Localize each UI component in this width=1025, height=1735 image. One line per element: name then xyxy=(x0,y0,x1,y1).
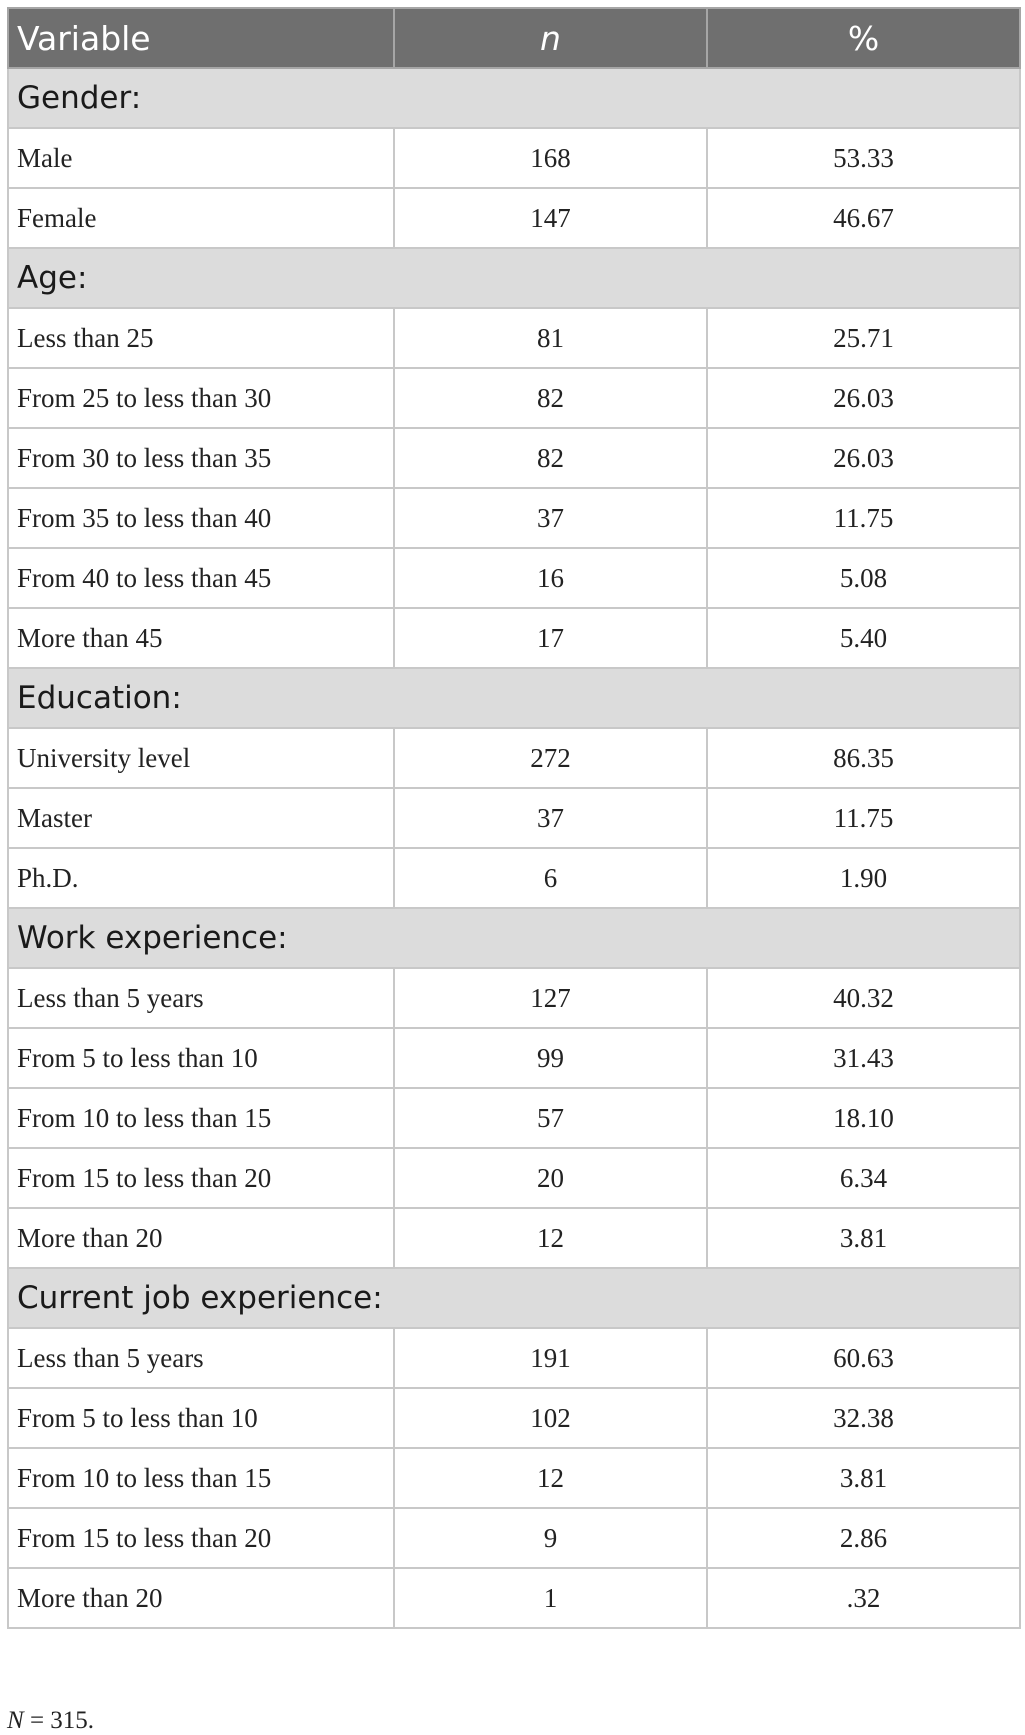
row-n: 81 xyxy=(394,308,707,368)
table-row xyxy=(8,1088,1020,1148)
table-row xyxy=(8,1508,1020,1568)
demographics-table-container xyxy=(7,7,1019,1629)
row-label: From 25 to less than 30 xyxy=(8,368,394,428)
row-percent: 40.32 xyxy=(707,968,1020,1028)
row-n: 6 xyxy=(394,848,707,908)
table-row xyxy=(8,188,1020,248)
table-row xyxy=(8,548,1020,608)
row-label: Less than 5 years xyxy=(8,968,394,1028)
section-title: Work experience: xyxy=(8,908,1020,968)
row-n: 82 xyxy=(394,428,707,488)
row-percent: 11.75 xyxy=(707,488,1020,548)
row-label: From 15 to less than 20 xyxy=(8,1508,394,1568)
row-n: 147 xyxy=(394,188,707,248)
section-title: Age: xyxy=(8,248,1020,308)
row-n: 127 xyxy=(394,968,707,1028)
table-row xyxy=(8,848,1020,908)
table-row xyxy=(8,1448,1020,1508)
table-row xyxy=(8,1028,1020,1088)
row-n: 20 xyxy=(394,1148,707,1208)
row-percent: 3.81 xyxy=(707,1208,1020,1268)
table-row xyxy=(8,1328,1020,1388)
section-header-row xyxy=(8,248,1020,308)
header-percent: % xyxy=(707,8,1020,68)
table-row xyxy=(8,1568,1020,1628)
table-row xyxy=(8,728,1020,788)
demographics-table xyxy=(7,7,1021,1629)
row-label: From 30 to less than 35 xyxy=(8,428,394,488)
table-row xyxy=(8,1388,1020,1448)
row-label: From 5 to less than 10 xyxy=(8,1388,394,1448)
table-row xyxy=(8,788,1020,848)
row-label: From 40 to less than 45 xyxy=(8,548,394,608)
table-row xyxy=(8,128,1020,188)
table-row xyxy=(8,368,1020,428)
row-percent: 53.33 xyxy=(707,128,1020,188)
row-n: 9 xyxy=(394,1508,707,1568)
row-label: Less than 25 xyxy=(8,308,394,368)
section-title: Education: xyxy=(8,668,1020,728)
row-n: 17 xyxy=(394,608,707,668)
row-percent: 46.67 xyxy=(707,188,1020,248)
section-title: Current job experience: xyxy=(8,1268,1020,1328)
row-label: More than 20 xyxy=(8,1568,394,1628)
section-header-row xyxy=(8,1268,1020,1328)
row-label: From 5 to less than 10 xyxy=(8,1028,394,1088)
row-label: Male xyxy=(8,128,394,188)
row-label: More than 45 xyxy=(8,608,394,668)
table-row xyxy=(8,488,1020,548)
row-n: 12 xyxy=(394,1448,707,1508)
row-percent: .32 xyxy=(707,1568,1020,1628)
row-n: 12 xyxy=(394,1208,707,1268)
row-label: From 10 to less than 15 xyxy=(8,1088,394,1148)
row-label: University level xyxy=(8,728,394,788)
row-label: Female xyxy=(8,188,394,248)
row-percent: 31.43 xyxy=(707,1028,1020,1088)
row-percent: 60.63 xyxy=(707,1328,1020,1388)
row-n: 1 xyxy=(394,1568,707,1628)
row-label: From 10 to less than 15 xyxy=(8,1448,394,1508)
row-percent: 86.35 xyxy=(707,728,1020,788)
header-n: n xyxy=(394,8,707,68)
row-n: 102 xyxy=(394,1388,707,1448)
row-percent: 6.34 xyxy=(707,1148,1020,1208)
row-n: 99 xyxy=(394,1028,707,1088)
row-n: 82 xyxy=(394,368,707,428)
row-percent: 26.03 xyxy=(707,368,1020,428)
row-percent: 26.03 xyxy=(707,428,1020,488)
table-row xyxy=(8,968,1020,1028)
row-percent: 3.81 xyxy=(707,1448,1020,1508)
row-n: 37 xyxy=(394,488,707,548)
table-row xyxy=(8,308,1020,368)
table-row xyxy=(8,1208,1020,1268)
row-n: 57 xyxy=(394,1088,707,1148)
table-row xyxy=(8,608,1020,668)
table-body xyxy=(8,68,1020,1628)
row-percent: 2.86 xyxy=(707,1508,1020,1568)
row-n: 272 xyxy=(394,728,707,788)
row-n: 37 xyxy=(394,788,707,848)
row-label: From 35 to less than 40 xyxy=(8,488,394,548)
row-n: 191 xyxy=(394,1328,707,1388)
row-label: More than 20 xyxy=(8,1208,394,1268)
row-n: 168 xyxy=(394,128,707,188)
row-percent: 5.08 xyxy=(707,548,1020,608)
section-title: Gender: xyxy=(8,68,1020,128)
row-label: Ph.D. xyxy=(8,848,394,908)
section-header-row xyxy=(8,68,1020,128)
row-label: From 15 to less than 20 xyxy=(8,1148,394,1208)
section-header-row xyxy=(8,908,1020,968)
row-percent: 18.10 xyxy=(707,1088,1020,1148)
table-note xyxy=(7,1707,94,1735)
row-label: Master xyxy=(8,788,394,848)
table-row xyxy=(8,1148,1020,1208)
row-label: Less than 5 years xyxy=(8,1328,394,1388)
row-percent: 25.71 xyxy=(707,308,1020,368)
row-percent: 11.75 xyxy=(707,788,1020,848)
row-n: 16 xyxy=(394,548,707,608)
table-row xyxy=(8,428,1020,488)
note-text: = 315. xyxy=(23,1707,95,1734)
table-header-row xyxy=(8,8,1020,68)
header-variable: Variable xyxy=(8,8,394,68)
row-percent: 1.90 xyxy=(707,848,1020,908)
row-percent: 5.40 xyxy=(707,608,1020,668)
note-symbol: N xyxy=(7,1707,24,1734)
section-header-row xyxy=(8,668,1020,728)
row-percent: 32.38 xyxy=(707,1388,1020,1448)
